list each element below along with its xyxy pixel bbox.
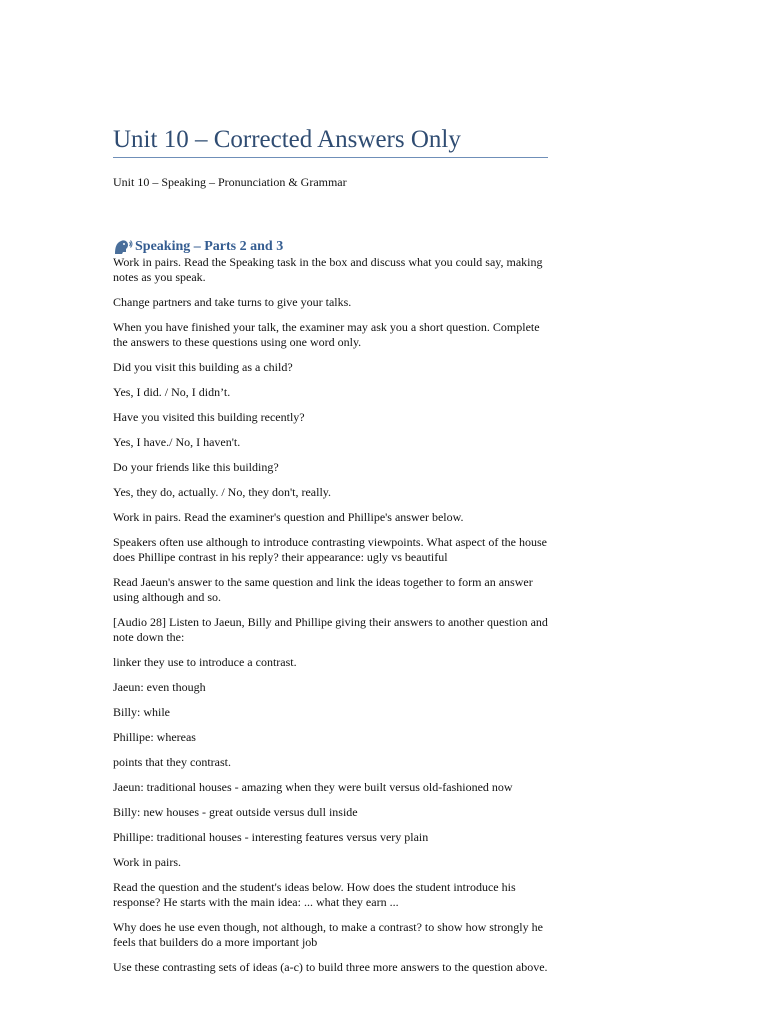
section-body [113,255,548,975]
paragraph: Phillipe: whereas [113,730,196,744]
document-subtitle: Unit 10 – Speaking – Pronunciation & Grammar [113,175,347,189]
paragraph: Speakers often use although to introduce contrasting viewpoints. What aspect of the house does Phillipe contrast in his reply? their appearance: ugly vs beautiful [113,535,548,564]
paragraph: linker they use to introduce a contrast. [113,655,297,669]
paragraph: Phillipe: traditional houses - interesting features versus very plain [113,830,429,844]
paragraph: Why does he use even though, not although, to make a contrast? to show how strongly he feels that builders do a more important job [113,920,543,949]
paragraph: Billy: new houses - great outside versus dull inside [113,805,358,819]
paragraph: points that they contrast. [113,755,231,769]
paragraph: Yes, I did. / No, I didn’t. [113,385,231,399]
paragraph: Yes, they do, actually. / No, they don't, really. [113,485,332,499]
paragraph: Work in pairs. Read the examiner's question and Phillipe's answer below. [113,510,464,524]
section-heading [113,238,548,255]
paragraph: When you have finished your talk, the examiner may ask you a short question. Complete the answers to these questions using one word only. [113,320,540,349]
section-heading-text: Speaking – Parts 2 and 3 [135,238,284,254]
speaking-head-icon [113,238,133,255]
paragraph: Work in pairs. [113,855,182,869]
paragraph: Read the question and the student's ideas below. How does the student introduce his response? He starts with the main idea: ... what they earn ... [113,880,516,909]
paragraph: Change partners and take turns to give your talks. [113,295,352,309]
paragraph: Read Jaeun's answer to the same question and link the ideas together to form an answer using although and so. [113,575,533,604]
paragraph: Jaeun: even though [113,680,206,694]
paragraph: Use these contrasting sets of ideas (a-c) to build three more answers to the question above. [113,960,548,974]
paragraph: Work in pairs. Read the Speaking task in the box and discuss what you could say, making notes as you speak. [113,255,543,284]
speaking-section [113,238,548,985]
paragraph: Yes, I have./ No, I haven't. [113,435,241,449]
paragraph: Do your friends like this building? [113,460,279,474]
paragraph: Jaeun: traditional houses - amazing when they were built versus old-fashioned now [113,780,513,794]
paragraph: Have you visited this building recently? [113,410,305,424]
paragraph: [Audio 28] Listen to Jaeun, Billy and Phillipe giving their answers to another question and note down the: [113,615,548,644]
document-title: Unit 10 – Corrected Answers Only [113,124,548,158]
paragraph: Billy: while [113,705,170,719]
paragraph: Did you visit this building as a child? [113,360,293,374]
